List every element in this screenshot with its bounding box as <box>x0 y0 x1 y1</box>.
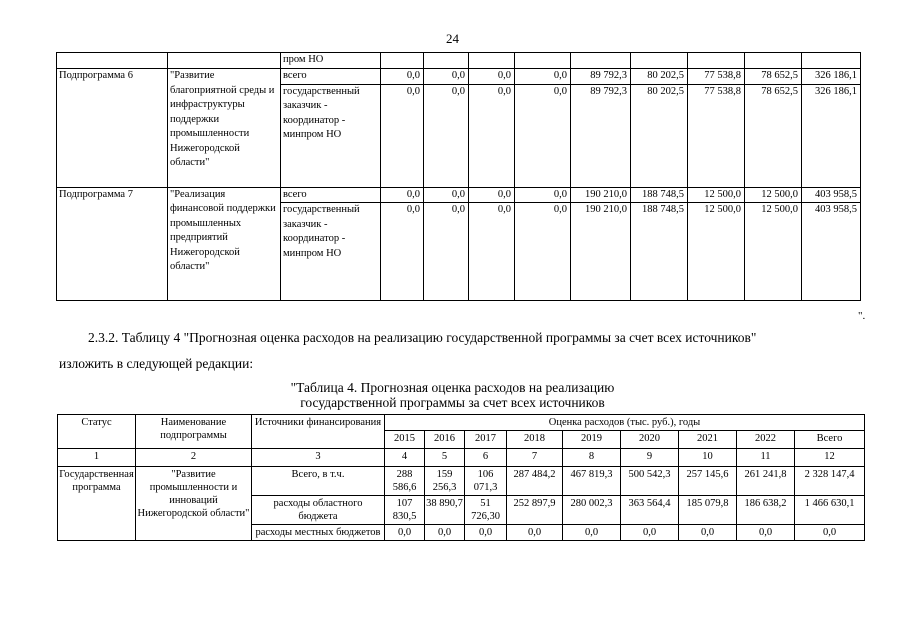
value-cell: 188 748,5 <box>631 187 688 203</box>
column-number: 2 <box>136 449 252 467</box>
value-cell: 77 538,8 <box>688 69 745 85</box>
column-number: 12 <box>795 449 865 467</box>
subprogram-name: "Развитие благоприятной среды и инфраструктуры поддержки промышленности Нижегородской области" <box>168 69 281 188</box>
funding-source: Всего, в т.ч. <box>252 467 385 496</box>
executor-cell: пром НО <box>281 53 381 69</box>
value-cell: 500 542,3 <box>621 467 679 496</box>
value-cell: 190 210,0 <box>571 203 631 301</box>
column-number: 1 <box>58 449 136 467</box>
subprogram-code: Подпрограмма 7 <box>57 187 168 301</box>
sources-header: Источники финансирования <box>252 415 385 449</box>
total-cell: 326 186,1 <box>802 84 861 187</box>
value-cell: 280 002,3 <box>563 496 621 525</box>
subprogram-header: Наименование подпрограммы <box>136 415 252 449</box>
value-cell: 80 202,5 <box>631 69 688 85</box>
value-cell: 261 241,8 <box>737 467 795 496</box>
year-header: 2022 <box>737 431 795 449</box>
value-cell: 0,0 <box>515 69 571 85</box>
value-cell: 0,0 <box>515 84 571 187</box>
value-cell: 0,0 <box>737 525 795 541</box>
value-cell: 0,0 <box>381 69 424 85</box>
value-cell: 0,0 <box>424 187 469 203</box>
year-header: 2019 <box>563 431 621 449</box>
program-status: Государственная программа <box>58 467 136 541</box>
table-row <box>57 69 861 85</box>
status-header: Статус <box>58 415 136 449</box>
subprogram-code: Подпрограмма 6 <box>57 69 168 188</box>
carry-over-row <box>57 53 861 69</box>
value-cell: 38 890,7 <box>425 496 465 525</box>
total-cell: 403 958,5 <box>802 203 861 301</box>
value-cell: 0,0 <box>381 203 424 301</box>
total-cell: 2 328 147,4 <box>795 467 865 496</box>
column-number: 3 <box>252 449 385 467</box>
value-cell: 77 538,8 <box>688 84 745 187</box>
total-header: Всего <box>795 431 865 449</box>
column-number: 10 <box>679 449 737 467</box>
column-number-row <box>58 449 865 467</box>
table-row <box>57 187 861 203</box>
value-cell: 363 564,4 <box>621 496 679 525</box>
value-cell: 89 792,3 <box>571 69 631 85</box>
paragraph-line-2: изложить в следующей редакции: <box>59 356 254 371</box>
column-number: 7 <box>507 449 563 467</box>
value-cell: 257 145,6 <box>679 467 737 496</box>
table-caption <box>0 380 905 410</box>
value-cell: 12 500,0 <box>745 203 802 301</box>
value-cell: 78 652,5 <box>745 69 802 85</box>
column-number: 11 <box>737 449 795 467</box>
value-cell: 288 586,6 <box>385 467 425 496</box>
funding-source: расходы областного бюджета <box>252 496 385 525</box>
value-cell: 106 071,3 <box>465 467 507 496</box>
value-cell: 0,0 <box>469 84 515 187</box>
value-cell: 0,0 <box>515 203 571 301</box>
value-cell: 0,0 <box>465 525 507 541</box>
value-cell: 0,0 <box>424 69 469 85</box>
funding-source: всего <box>281 69 381 85</box>
caption-line-2: государственной программы за счет всех источников <box>300 395 605 410</box>
closing-quote: ". <box>858 310 866 322</box>
value-cell: 12 500,0 <box>745 187 802 203</box>
table-row <box>58 467 865 496</box>
value-cell: 0,0 <box>515 187 571 203</box>
caption-line-1: "Таблица 4. Прогнозная оценка расходов на реализацию <box>290 380 615 395</box>
total-cell: 403 958,5 <box>802 187 861 203</box>
year-header: 2015 <box>385 431 425 449</box>
value-cell: 0,0 <box>424 203 469 301</box>
value-cell: 159 256,3 <box>425 467 465 496</box>
header-row <box>58 415 865 431</box>
funding-source: расходы местных бюджетов <box>252 525 385 541</box>
column-number: 6 <box>465 449 507 467</box>
year-header: 2020 <box>621 431 679 449</box>
funding-source: государственный заказчик - координатор - минпром НО <box>281 203 381 301</box>
estimate-header: Оценка расходов (тыс. руб.), годы <box>385 415 865 431</box>
total-cell: 0,0 <box>795 525 865 541</box>
value-cell: 107 830,5 <box>385 496 425 525</box>
year-header: 2021 <box>679 431 737 449</box>
value-cell: 0,0 <box>424 84 469 187</box>
value-cell: 190 210,0 <box>571 187 631 203</box>
total-cell: 1 466 630,1 <box>795 496 865 525</box>
program-name: "Развитие промышленности и инноваций Нижегородской области" <box>136 467 252 541</box>
value-cell: 0,0 <box>563 525 621 541</box>
value-cell: 0,0 <box>469 69 515 85</box>
value-cell: 185 079,8 <box>679 496 737 525</box>
paragraph-line-1: 2.3.2. Таблицу 4 "Прогнозная оценка расходов на реализацию государственной программы за счет всех источников" <box>88 330 757 345</box>
program-expenses-table <box>57 414 865 541</box>
column-number: 4 <box>385 449 425 467</box>
year-header: 2016 <box>425 431 465 449</box>
value-cell: 0,0 <box>469 203 515 301</box>
value-cell: 89 792,3 <box>571 84 631 187</box>
value-cell: 0,0 <box>425 525 465 541</box>
value-cell: 0,0 <box>381 187 424 203</box>
column-number: 5 <box>425 449 465 467</box>
page-number: 24 <box>446 31 459 46</box>
value-cell: 12 500,0 <box>688 187 745 203</box>
value-cell: 186 638,2 <box>737 496 795 525</box>
value-cell: 252 897,9 <box>507 496 563 525</box>
value-cell: 78 652,5 <box>745 84 802 187</box>
year-header: 2017 <box>465 431 507 449</box>
year-header: 2018 <box>507 431 563 449</box>
column-number: 8 <box>563 449 621 467</box>
value-cell: 188 748,5 <box>631 203 688 301</box>
value-cell: 0,0 <box>679 525 737 541</box>
value-cell: 51 726,30 <box>465 496 507 525</box>
value-cell: 0,0 <box>385 525 425 541</box>
value-cell: 0,0 <box>469 187 515 203</box>
subprogram-funding-table <box>56 52 861 301</box>
funding-source: государственный заказчик - координатор - минпром НО <box>281 84 381 187</box>
value-cell: 0,0 <box>507 525 563 541</box>
total-cell: 326 186,1 <box>802 69 861 85</box>
value-cell: 80 202,5 <box>631 84 688 187</box>
subprogram-name: "Реализация финансовой поддержки промышленных предприятий Нижегородской области" <box>168 187 281 301</box>
value-cell: 12 500,0 <box>688 203 745 301</box>
value-cell: 0,0 <box>381 84 424 187</box>
value-cell: 467 819,3 <box>563 467 621 496</box>
value-cell: 0,0 <box>621 525 679 541</box>
value-cell: 287 484,2 <box>507 467 563 496</box>
funding-source: всего <box>281 187 381 203</box>
column-number: 9 <box>621 449 679 467</box>
